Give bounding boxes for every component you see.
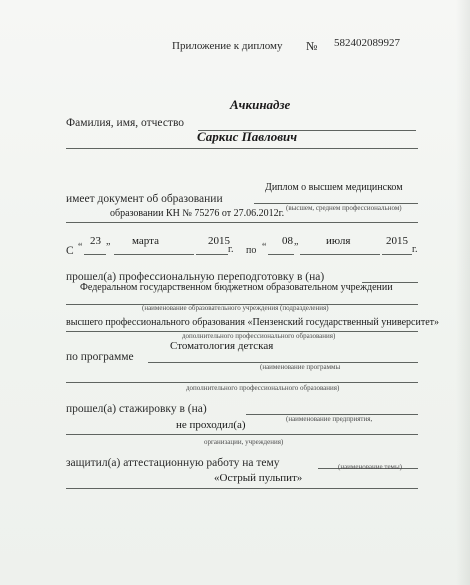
education-doc-label: имеет документ об образовании <box>66 193 223 205</box>
from-year: 2015 <box>208 235 230 247</box>
from-day-line <box>84 254 106 255</box>
retraining-hint-2: дополнительного профессионального образования) <box>182 332 336 340</box>
diploma-number: 582402089927 <box>334 37 400 49</box>
appendix-title: Приложение к дипломy <box>172 40 283 52</box>
from-year-line <box>196 254 228 255</box>
from-label: С <box>66 245 74 257</box>
thesis-value: «Острый пульпит» <box>214 472 303 484</box>
thesis-hint: (наименование темы) <box>338 463 403 471</box>
internship-label: прошел(а) стажировку в (на) <box>66 403 207 415</box>
fio-label: Фамилия, имя, отчество <box>66 117 185 129</box>
education-doc-line-2 <box>66 222 418 223</box>
to-day: 08 <box>282 235 293 247</box>
to-label: по <box>246 245 257 256</box>
retraining-org-line-1: Федеральном государственном бюджетном образовательном учреждении <box>80 282 393 293</box>
internship-value: не проходил(а) <box>176 419 246 431</box>
internship-hint-2: организации, учреждения) <box>204 438 284 446</box>
from-quote-open: “ <box>78 242 83 253</box>
education-doc-hint: (высшем, среднем профессиональном) <box>286 204 402 212</box>
from-month-line <box>114 254 194 255</box>
page-edge-shadow <box>456 0 470 585</box>
to-quote-open: “ <box>262 242 267 253</box>
name-patronymic: Саркис Павлович <box>197 129 298 144</box>
retraining-hint-1: (наименование образовательного учреждения (подразделения) <box>142 304 329 312</box>
retraining-label: прошел(а) профессиональную переподготовку в (на) <box>66 271 325 283</box>
program-hint-2: дополнительного профессионального образования) <box>186 384 340 392</box>
from-day: 23 <box>90 235 101 247</box>
from-year-suffix: г. <box>228 244 234 255</box>
to-quote-close: ” <box>294 242 299 253</box>
fio-line-2 <box>66 148 418 149</box>
thesis-label: защитил(а) аттестационную работу на тему <box>66 457 280 469</box>
from-quote-close: ” <box>106 242 111 253</box>
to-month-line <box>300 254 380 255</box>
to-year-suffix: г. <box>412 244 418 255</box>
to-day-line <box>268 254 294 255</box>
program-line-2 <box>66 382 418 383</box>
from-month: марта <box>132 235 159 247</box>
to-month: июля <box>326 235 351 247</box>
surname: Ачкинадзе <box>230 97 291 112</box>
program-value: Стоматология детская <box>170 340 274 352</box>
internship-line-2 <box>66 434 418 435</box>
to-year-line <box>382 254 412 255</box>
retraining-org-line-2: высшего профессионального образования «Пензенский государственный университет» <box>66 317 440 328</box>
number-sign: № <box>306 39 318 53</box>
education-doc-value: Диплом о высшем медицинском <box>265 182 403 193</box>
education-doc-details: образовании КН № 75276 от 27.06.2012г. <box>110 208 285 219</box>
program-label: по программе <box>66 351 134 363</box>
thesis-line-2 <box>66 488 418 489</box>
to-year: 2015 <box>386 235 408 247</box>
program-hint-1: (наименование программы <box>260 363 341 371</box>
internship-hint-1: (наименование предприятия, <box>286 415 373 423</box>
